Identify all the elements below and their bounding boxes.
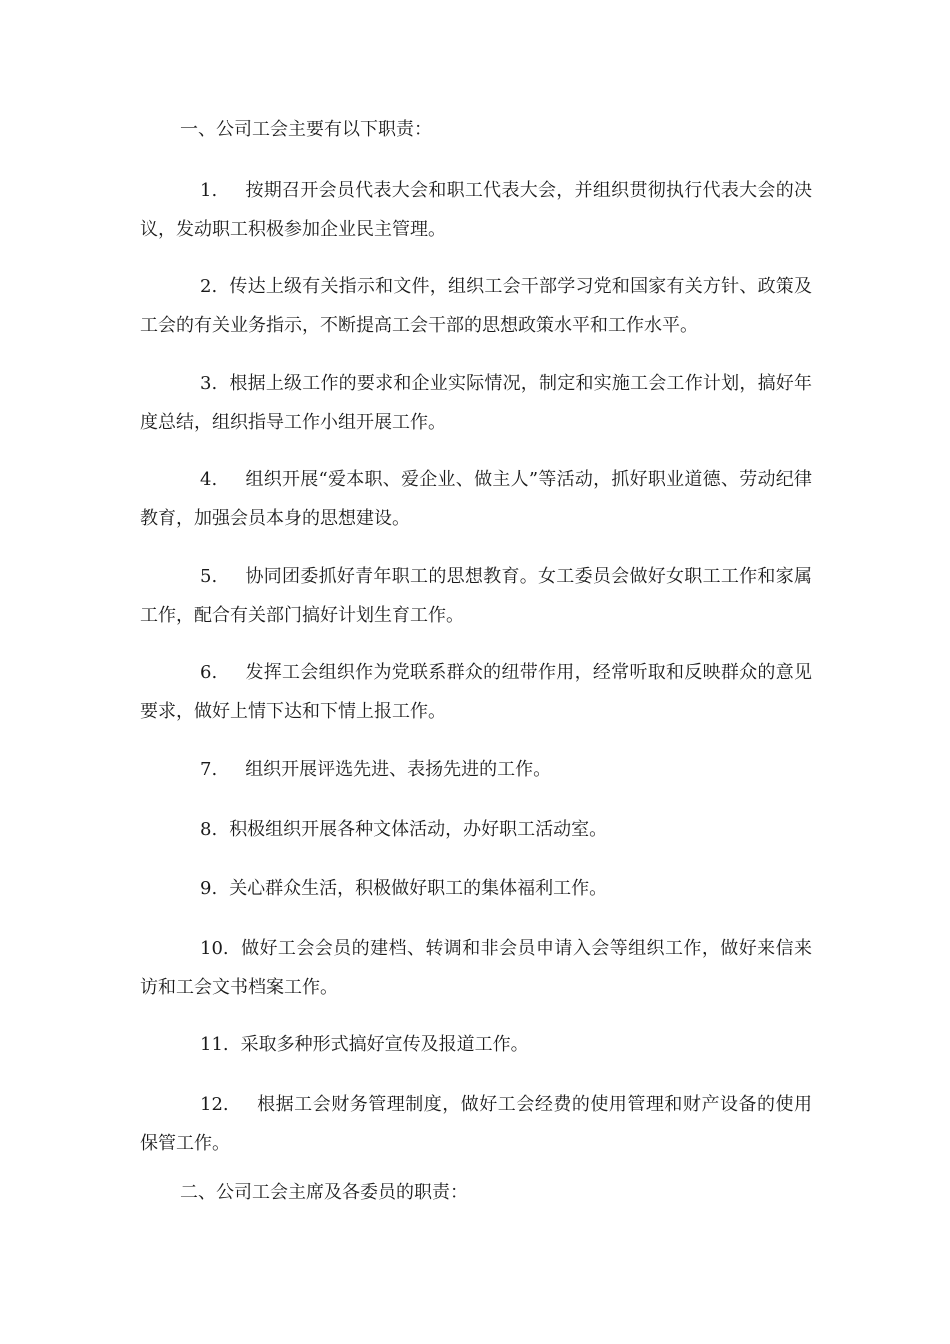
duty-item-1 (140, 171, 812, 249)
item-text: 根据工会财务管理制度，做好工会经费的使用管理和财产设备的使用保管工作。 (140, 1094, 812, 1154)
item-number: 1. (200, 180, 218, 201)
item-text: 根据上级工作的要求和企业实际情况，制定和实施工会工作计划，搞好年度总结，组织指导工作小组开展工作。 (140, 373, 812, 433)
item-number: 5. (200, 566, 218, 587)
duty-item-3 (140, 364, 812, 442)
duty-item-11 (140, 1025, 812, 1064)
item-text: 采取多种形式搞好宣传及报道工作。 (240, 1034, 529, 1055)
duty-item-5 (140, 557, 812, 635)
item-text: 传达上级有关指示和文件，组织工会干部学习党和国家有关方针、政策及工会的有关业务指示，不断提高工会干部的思想政策水平和工作水平。 (140, 276, 812, 336)
item-text: 关心群众生活，积极做好职工的集体福利工作。 (229, 878, 608, 899)
duty-item-12 (140, 1085, 812, 1163)
item-text: 做好工会会员的建档、转调和非会员申请入会等组织工作，做好来信来访和工会文书档案工作。 (140, 938, 812, 998)
item-number: 9. (200, 878, 218, 899)
item-number: 10. (200, 938, 229, 959)
section-2-heading: 二、公司工会主席及各委员的职责： (180, 1182, 468, 1203)
item-number: 3. (200, 373, 218, 394)
duty-item-2 (140, 267, 812, 345)
item-number: 7. (200, 759, 218, 780)
item-number: 4. (200, 469, 218, 490)
item-text: 组织开展评选先进、表扬先进的工作。 (245, 759, 552, 780)
item-number: 11. (200, 1034, 229, 1055)
item-number: 8. (200, 819, 218, 840)
item-number: 6. (200, 662, 218, 683)
item-text: 按期召开会员代表大会和职工代表大会，并组织贯彻执行代表大会的决议，发动职工积极参加企业民主管理。 (140, 180, 812, 240)
item-text: 积极组织开展各种文体活动，办好职工活动室。 (229, 819, 608, 840)
duty-item-7 (140, 750, 812, 789)
duty-item-9 (140, 869, 812, 908)
duty-item-4 (140, 460, 812, 538)
item-number: 12. (200, 1094, 229, 1115)
section-1-heading: 一、公司工会主要有以下职责： (180, 119, 432, 140)
item-number: 2. (200, 276, 218, 297)
duty-item-6 (140, 653, 812, 731)
item-text: 协同团委抓好青年职工的思想教育。女工委员会做好女职工工作和家属工作，配合有关部门搞好计划生育工作。 (140, 566, 812, 626)
duty-item-8 (140, 810, 812, 849)
item-text: 组织开展“爱本职、爱企业、做主人”等活动，抓好职业道德、劳动纪律教育，加强会员本身的思想建设。 (140, 469, 812, 529)
item-text: 发挥工会组织作为党联系群众的纽带作用，经常听取和反映群众的意见要求，做好上情下达和下情上报工作。 (140, 662, 812, 722)
duty-item-10 (140, 929, 812, 1007)
